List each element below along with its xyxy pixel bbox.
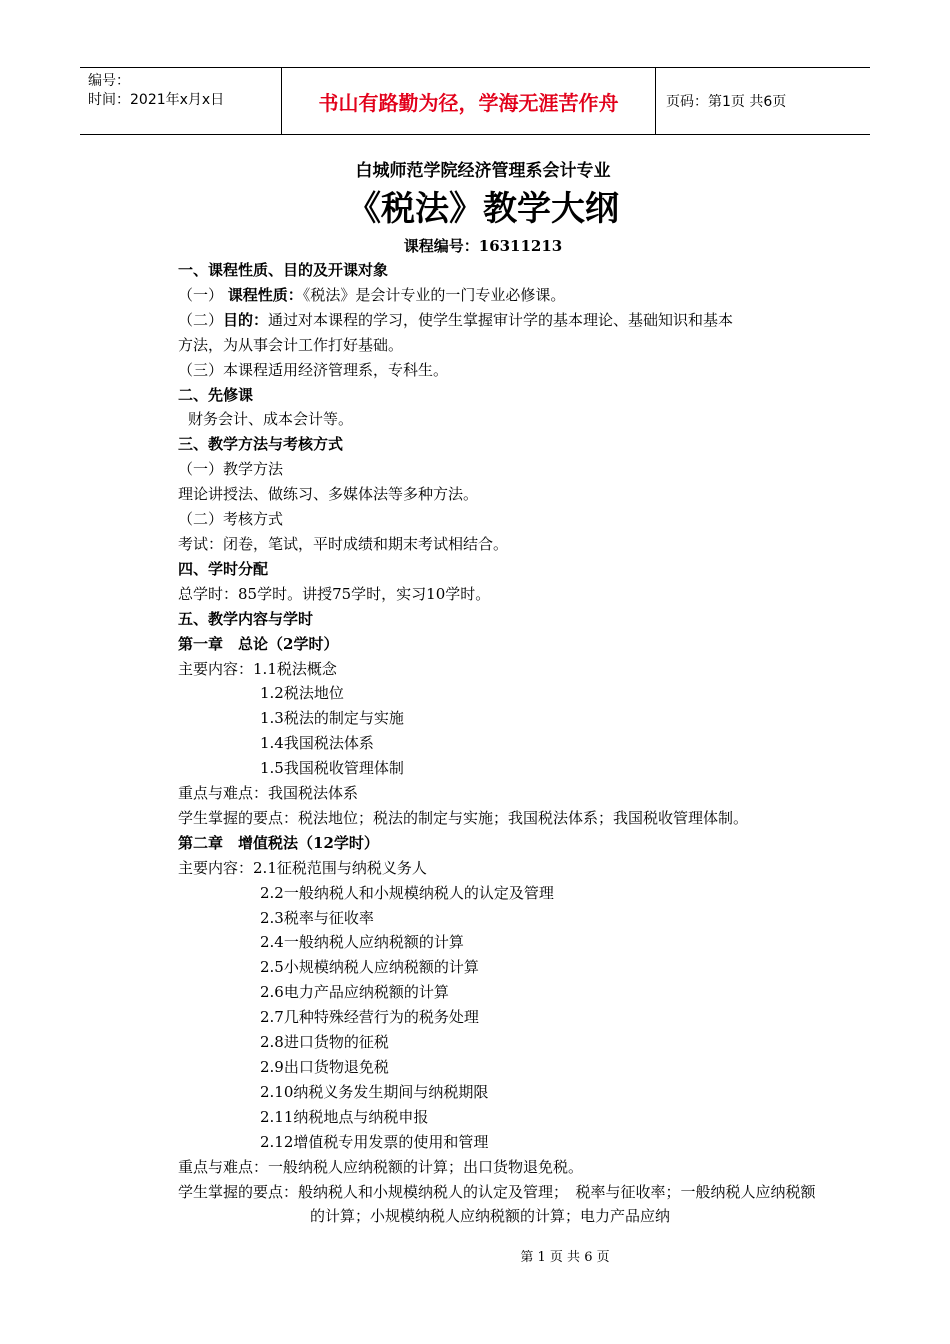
number-label: 编号： — [88, 73, 130, 89]
chapter-2-item-10: 2.10纳税义务发生期间与纳税期限 — [260, 1082, 489, 1101]
chapter-2-item-7: 2.7几种特殊经营行为的税务处理 — [260, 1008, 479, 1027]
section-3-sub-1: （一）教学方法 — [178, 460, 284, 479]
document-body — [178, 158, 818, 1229]
page-footer: 第 1 页 共 6 页 — [520, 1250, 610, 1265]
header-meta — [80, 68, 282, 134]
chapter-2-item-2: 2.2一般纳税人和小规模纳税人的认定及管理 — [260, 883, 554, 902]
chapter-1-points: 学生掌握的要点：税法地位；税法的制定与实施；我国税法体系；我国税收管理体制。 — [178, 808, 749, 827]
section-3-sub-1-text: 理论讲授法、做练习、多媒体法等多种方法。 — [178, 485, 479, 504]
chapter-2-item-9: 2.9出口货物退免税 — [260, 1058, 389, 1076]
course-number: 课程编号：16311213 — [403, 237, 563, 255]
section-2-heading: 二、先修课 — [178, 385, 254, 404]
section-3-heading: 三、教学方法与考核方式 — [178, 435, 344, 454]
chapter-2-item-12: 2.12增值税专用发票的使用和管理 — [260, 1132, 489, 1151]
page-header — [80, 67, 870, 135]
chapter-1-item-2: 1.2税法地位 — [260, 684, 344, 703]
section-4-text: 总学时：85学时。讲授75学时，实习10学时。 — [178, 584, 491, 603]
header-motto: 书山有路勤为径，学海无涯苦作舟 — [282, 68, 656, 134]
chapter-1-key: 重点与难点：我国税法体系 — [178, 784, 359, 803]
main-content-label: 主要内容： — [178, 659, 254, 678]
section-3-sub-2-text: 考试：闭卷，笔试，平时成绩和期末考试相结合。 — [178, 534, 509, 553]
chapter-2-title: 第二章 增值税法（12学时） — [178, 833, 379, 852]
chapter-item: 1.1税法概念 — [253, 659, 337, 678]
chapter-1-item-4: 1.4我国税法体系 — [260, 734, 374, 753]
doc-subtitle: 白城师范学院经济管理系会计专业 — [355, 161, 611, 181]
chapter-2-item-5: 2.5小规模纳税人应纳税额的计算 — [260, 958, 479, 977]
section-5-heading: 五、教学内容与学时 — [178, 609, 314, 628]
main-content-label: 主要内容： — [178, 858, 254, 877]
item-text: 《税法》是会计专业的一门专业必修课。 — [302, 285, 566, 304]
section-2-text: 财务会计、成本会计等。 — [188, 410, 354, 429]
chapter-2-points: 学生掌握的要点：般纳税人和小规模纳税人的认定及管理； 税率与征收率；一般纳税人应纳税额的计算；小规模纳税人应纳税额的计算；电力产品应纳 — [178, 1182, 816, 1226]
chapter-item: 2.1征税范围与纳税义务人 — [253, 858, 427, 877]
chapter-2-item-6: 2.6电力产品应纳税额的计算 — [260, 983, 449, 1002]
chapter-1-title: 第一章 总论（2学时） — [178, 634, 339, 653]
section-1-item-3: （三）本课程适用经济管理系，专科生。 — [178, 360, 449, 379]
chapter-2-item-11: 2.11纳税地点与纳税申报 — [260, 1107, 429, 1126]
doc-title: 《税法》教学大纲 — [347, 189, 619, 229]
item-bold-label: 目的： — [223, 310, 269, 329]
chapter-2-item-3: 2.3税率与征收率 — [260, 908, 374, 927]
item-prefix: （一） — [178, 285, 224, 304]
time-label: 时间：2021年x月x日 — [88, 92, 225, 108]
item-bold-label: 课程性质： — [227, 285, 303, 304]
header-page-label: 页码：第1页 共6页 — [666, 94, 787, 110]
chapter-1-item-1 — [178, 657, 818, 682]
item-text: 通过对本课程的学习，使学生掌握审计学的基本理论、基础知识和基本 — [268, 310, 734, 329]
chapter-1-item-5: 1.5我国税收管理体制 — [260, 759, 404, 778]
chapter-2-item-4: 2.4一般纳税人应纳税额的计算 — [260, 933, 464, 952]
section-1-heading: 一、课程性质、目的及开课对象 — [178, 261, 389, 279]
chapter-2-item-1 — [178, 856, 818, 881]
section-3-sub-2: （二）考核方式 — [178, 510, 284, 529]
chapter-2-key: 重点与难点：一般纳税人应纳税额的计算；出口货物退免税。 — [178, 1157, 584, 1176]
chapter-1-item-3: 1.3税法的制定与实施 — [260, 709, 404, 728]
section-4-heading: 四、学时分配 — [178, 559, 269, 578]
section-1-item-1 — [178, 283, 818, 308]
section-1-item-2-cont: 方法，为从事会计工作打好基础。 — [178, 335, 404, 354]
item-prefix: （二） — [178, 310, 224, 329]
section-1-item-2 — [178, 308, 818, 333]
chapter-2-item-8: 2.8进口货物的征税 — [260, 1033, 389, 1052]
